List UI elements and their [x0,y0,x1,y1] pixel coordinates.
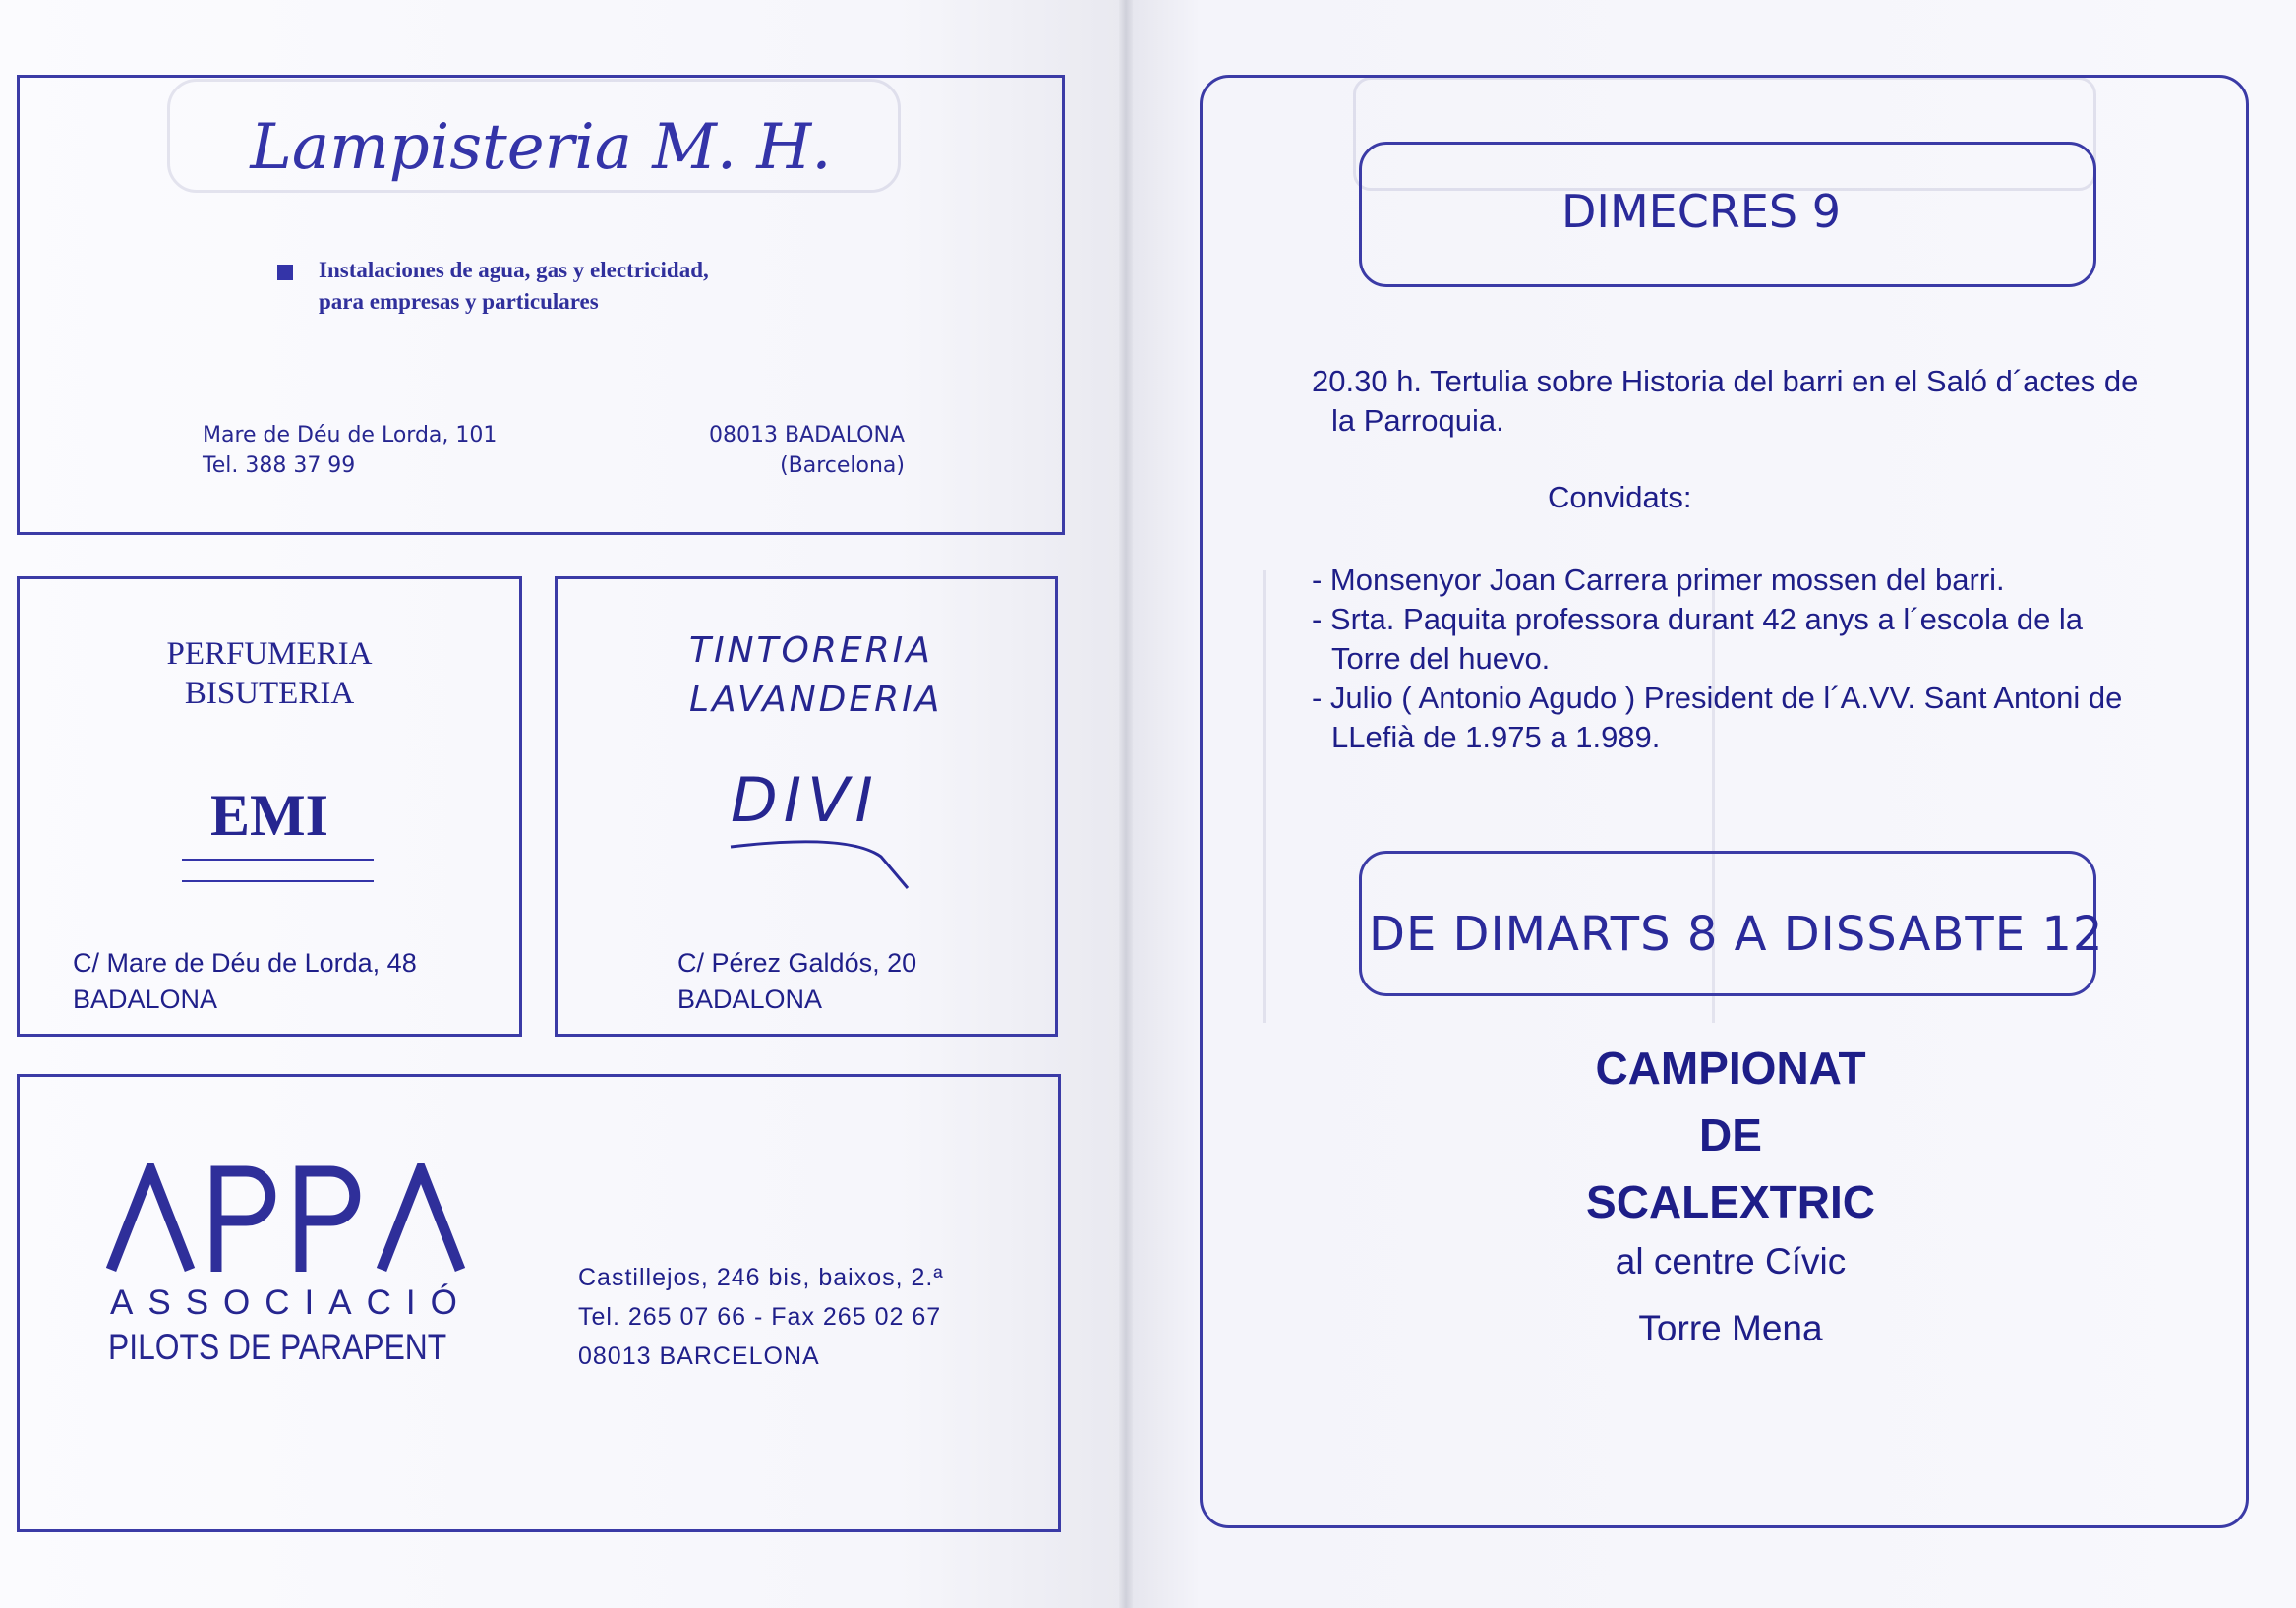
guests-list [1312,561,2177,757]
divi-category-line1: TINTORERIA [689,630,933,671]
guest-line2: LLefià de 1.975 a 1.989. [1331,720,1661,754]
day-heading: DIMECRES 9 [1561,185,1841,238]
lampisteria-city-line1: 08013 BADALONA [708,423,905,447]
book-gutter [1119,0,1133,1608]
divi-category [689,626,942,725]
emi-category-line2: BISUTERIA [184,676,355,711]
event-title-line1: CAMPIONAT [1595,1042,1866,1094]
divi-name: DIVI [731,764,879,836]
emi-address-line1: C/ Mare de Déu de Lorda, 48 [73,948,417,978]
lampisteria-address [203,420,497,481]
event-venue-line2: Torre Mena [1638,1308,1823,1348]
lampisteria-description [319,255,709,318]
ad-emi [17,576,522,1037]
divi-category-line2: LAVANDERIA [689,680,943,720]
date-range-heading: DE DIMARTS 8 A DISSABTE 12 [1369,907,2104,962]
ad-lampisteria [17,75,1065,535]
emi-category [20,634,519,713]
emi-address [73,945,417,1018]
lampisteria-description-line2: para empresas y particulares [319,289,599,314]
guests-label: Convidats: [1548,480,1692,514]
divi-address-line1: C/ Pérez Galdós, 20 [677,948,917,978]
emi-underline [182,859,374,861]
emi-name: EMI [210,783,328,848]
ad-appa [17,1074,1061,1532]
divi-address-line2: BADALONA [677,984,823,1014]
appa-city: 08013 BARCELONA [578,1342,820,1370]
event-line2: la Parroquia. [1331,403,1504,438]
appa-address [578,1258,944,1376]
emi-category-line1: PERFUMERIA [166,636,373,672]
emi-address-line2: BADALONA [73,984,218,1014]
guest-item [1312,679,2177,757]
event-title-line2: DE [1699,1109,1762,1161]
ad-divi [555,576,1058,1037]
event-description [1312,362,2177,441]
guest-line1: - Monsenyor Joan Carrera primer mossen del barri. [1312,563,2005,597]
lampisteria-city-line2: (Barcelona) [780,453,905,478]
event-title [1475,1035,1986,1235]
appa-address-line1: Castillejos, 246 bis, baixos, 2.ª [578,1264,944,1291]
guest-item [1312,600,2177,679]
bullet-icon [277,265,293,280]
lampisteria-city [709,420,905,481]
divi-swoosh-icon [729,839,925,898]
event-line1: 20.30 h. Tertulia sobre Historia del barri en el Saló d´actes de [1312,364,2139,398]
lampisteria-title: Lampisteria M. H. [250,111,832,184]
appa-pilots: PILOTS DE PARAPENT [108,1327,447,1367]
appa-phone: Tel. 265 07 66 - Fax 265 02 67 [578,1303,942,1331]
emi-underline [182,880,374,882]
guest-item [1312,561,2177,600]
lampisteria-address-line1: Mare de Déu de Lorda, 101 [203,423,498,447]
guest-line1: - Julio ( Antonio Agudo ) President de l´A.VV. Sant Antoni de [1312,681,2123,715]
event-title-line3: SCALEXTRIC [1586,1176,1875,1227]
appa-association: ASSOCIACIÓ [110,1283,472,1322]
event-venue-line1: al centre Cívic [1615,1241,1847,1281]
guest-line1: - Srta. Paquita professora durant 42 anys a l´escola de la [1312,602,2084,636]
lampisteria-description-line1: Instalaciones de agua, gas y electricidad, [319,258,709,282]
lampisteria-phone: Tel. 388 37 99 [203,453,356,478]
guest-line2: Torre del huevo. [1331,641,1551,676]
appa-logo [106,1163,500,1274]
divi-address [677,945,916,1018]
